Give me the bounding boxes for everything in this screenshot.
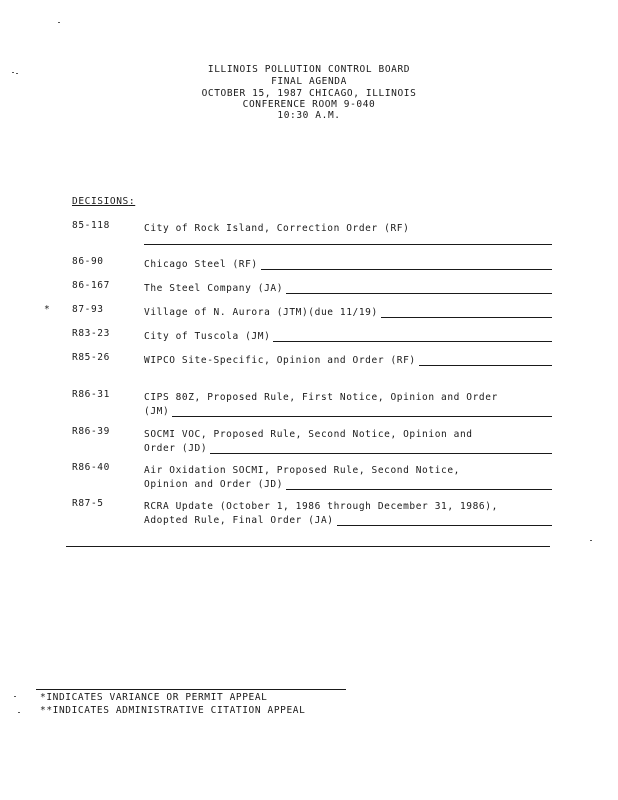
case-description: CIPS 80Z, Proposed Rule, First Notice, Opinion and Order: [144, 392, 498, 403]
case-description: City of Rock Island, Correction Order (RF): [144, 223, 410, 234]
case-number: 86-90: [72, 256, 104, 267]
section-title: DECISIONS:: [72, 196, 136, 207]
meeting-time: 10:30 A.M.: [277, 110, 341, 121]
case-number: R86-40: [72, 462, 110, 473]
meeting-date-location: OCTOBER 15, 1987 CHICAGO, ILLINOIS: [201, 88, 417, 99]
case-number: 87-93: [72, 304, 104, 315]
case-description: RCRA Update (October 1, 1986 through December 31, 1986),: [144, 501, 498, 512]
closing-rule: [66, 546, 550, 547]
scan-speck: [590, 540, 592, 541]
case-description: SOCMI VOC, Proposed Rule, Second Notice, Opinion and: [144, 429, 473, 440]
scan-speck: [16, 73, 18, 74]
board-name: ILLINOIS POLLUTION CONTROL BOARD: [207, 64, 411, 75]
footnote-variance: *INDICATES VARIANCE OR PERMIT APPEAL: [40, 692, 268, 703]
case-description-cont: Opinion and Order (JD): [144, 479, 284, 490]
case-description-cont: Adopted Rule, Final Order (JA): [144, 515, 334, 526]
case-description-cont: (JM): [144, 406, 170, 417]
case-description-cont: Order (JD): [144, 443, 208, 454]
case-description: Air Oxidation SOCMI, Proposed Rule, Second Notice,: [144, 465, 460, 476]
case-number: R86-31: [72, 389, 110, 400]
footnote-citation: **INDICATES ADMINISTRATIVE CITATION APPEAL: [40, 705, 306, 716]
case-number: 85-118: [72, 220, 110, 231]
case-number: R86-39: [72, 426, 110, 437]
blank-line: [144, 234, 552, 245]
scan-speck: [18, 712, 20, 713]
variance-marker: *: [44, 304, 51, 315]
scan-speck: [12, 72, 14, 73]
agenda-title: FINAL AGENDA: [271, 76, 347, 87]
scan-speck: [58, 22, 60, 23]
case-number: R87-5: [72, 498, 104, 509]
case-description: Chicago Steel (RF): [144, 259, 258, 270]
case-description: WIPCO Site-Specific, Opinion and Order (RF): [144, 355, 416, 366]
case-description: The Steel Company (JA): [144, 283, 284, 294]
case-description: Village of N. Aurora (JTM)(due 11/19): [144, 307, 378, 318]
case-number: 86-167: [72, 280, 110, 291]
case-number: R85-26: [72, 352, 110, 363]
footnote-rule: [36, 689, 346, 690]
conference-room: CONFERENCE ROOM 9-040: [242, 99, 376, 110]
case-description: City of Tuscola (JM): [144, 331, 271, 342]
scan-speck: [14, 696, 16, 697]
case-number: R83-23: [72, 328, 110, 339]
